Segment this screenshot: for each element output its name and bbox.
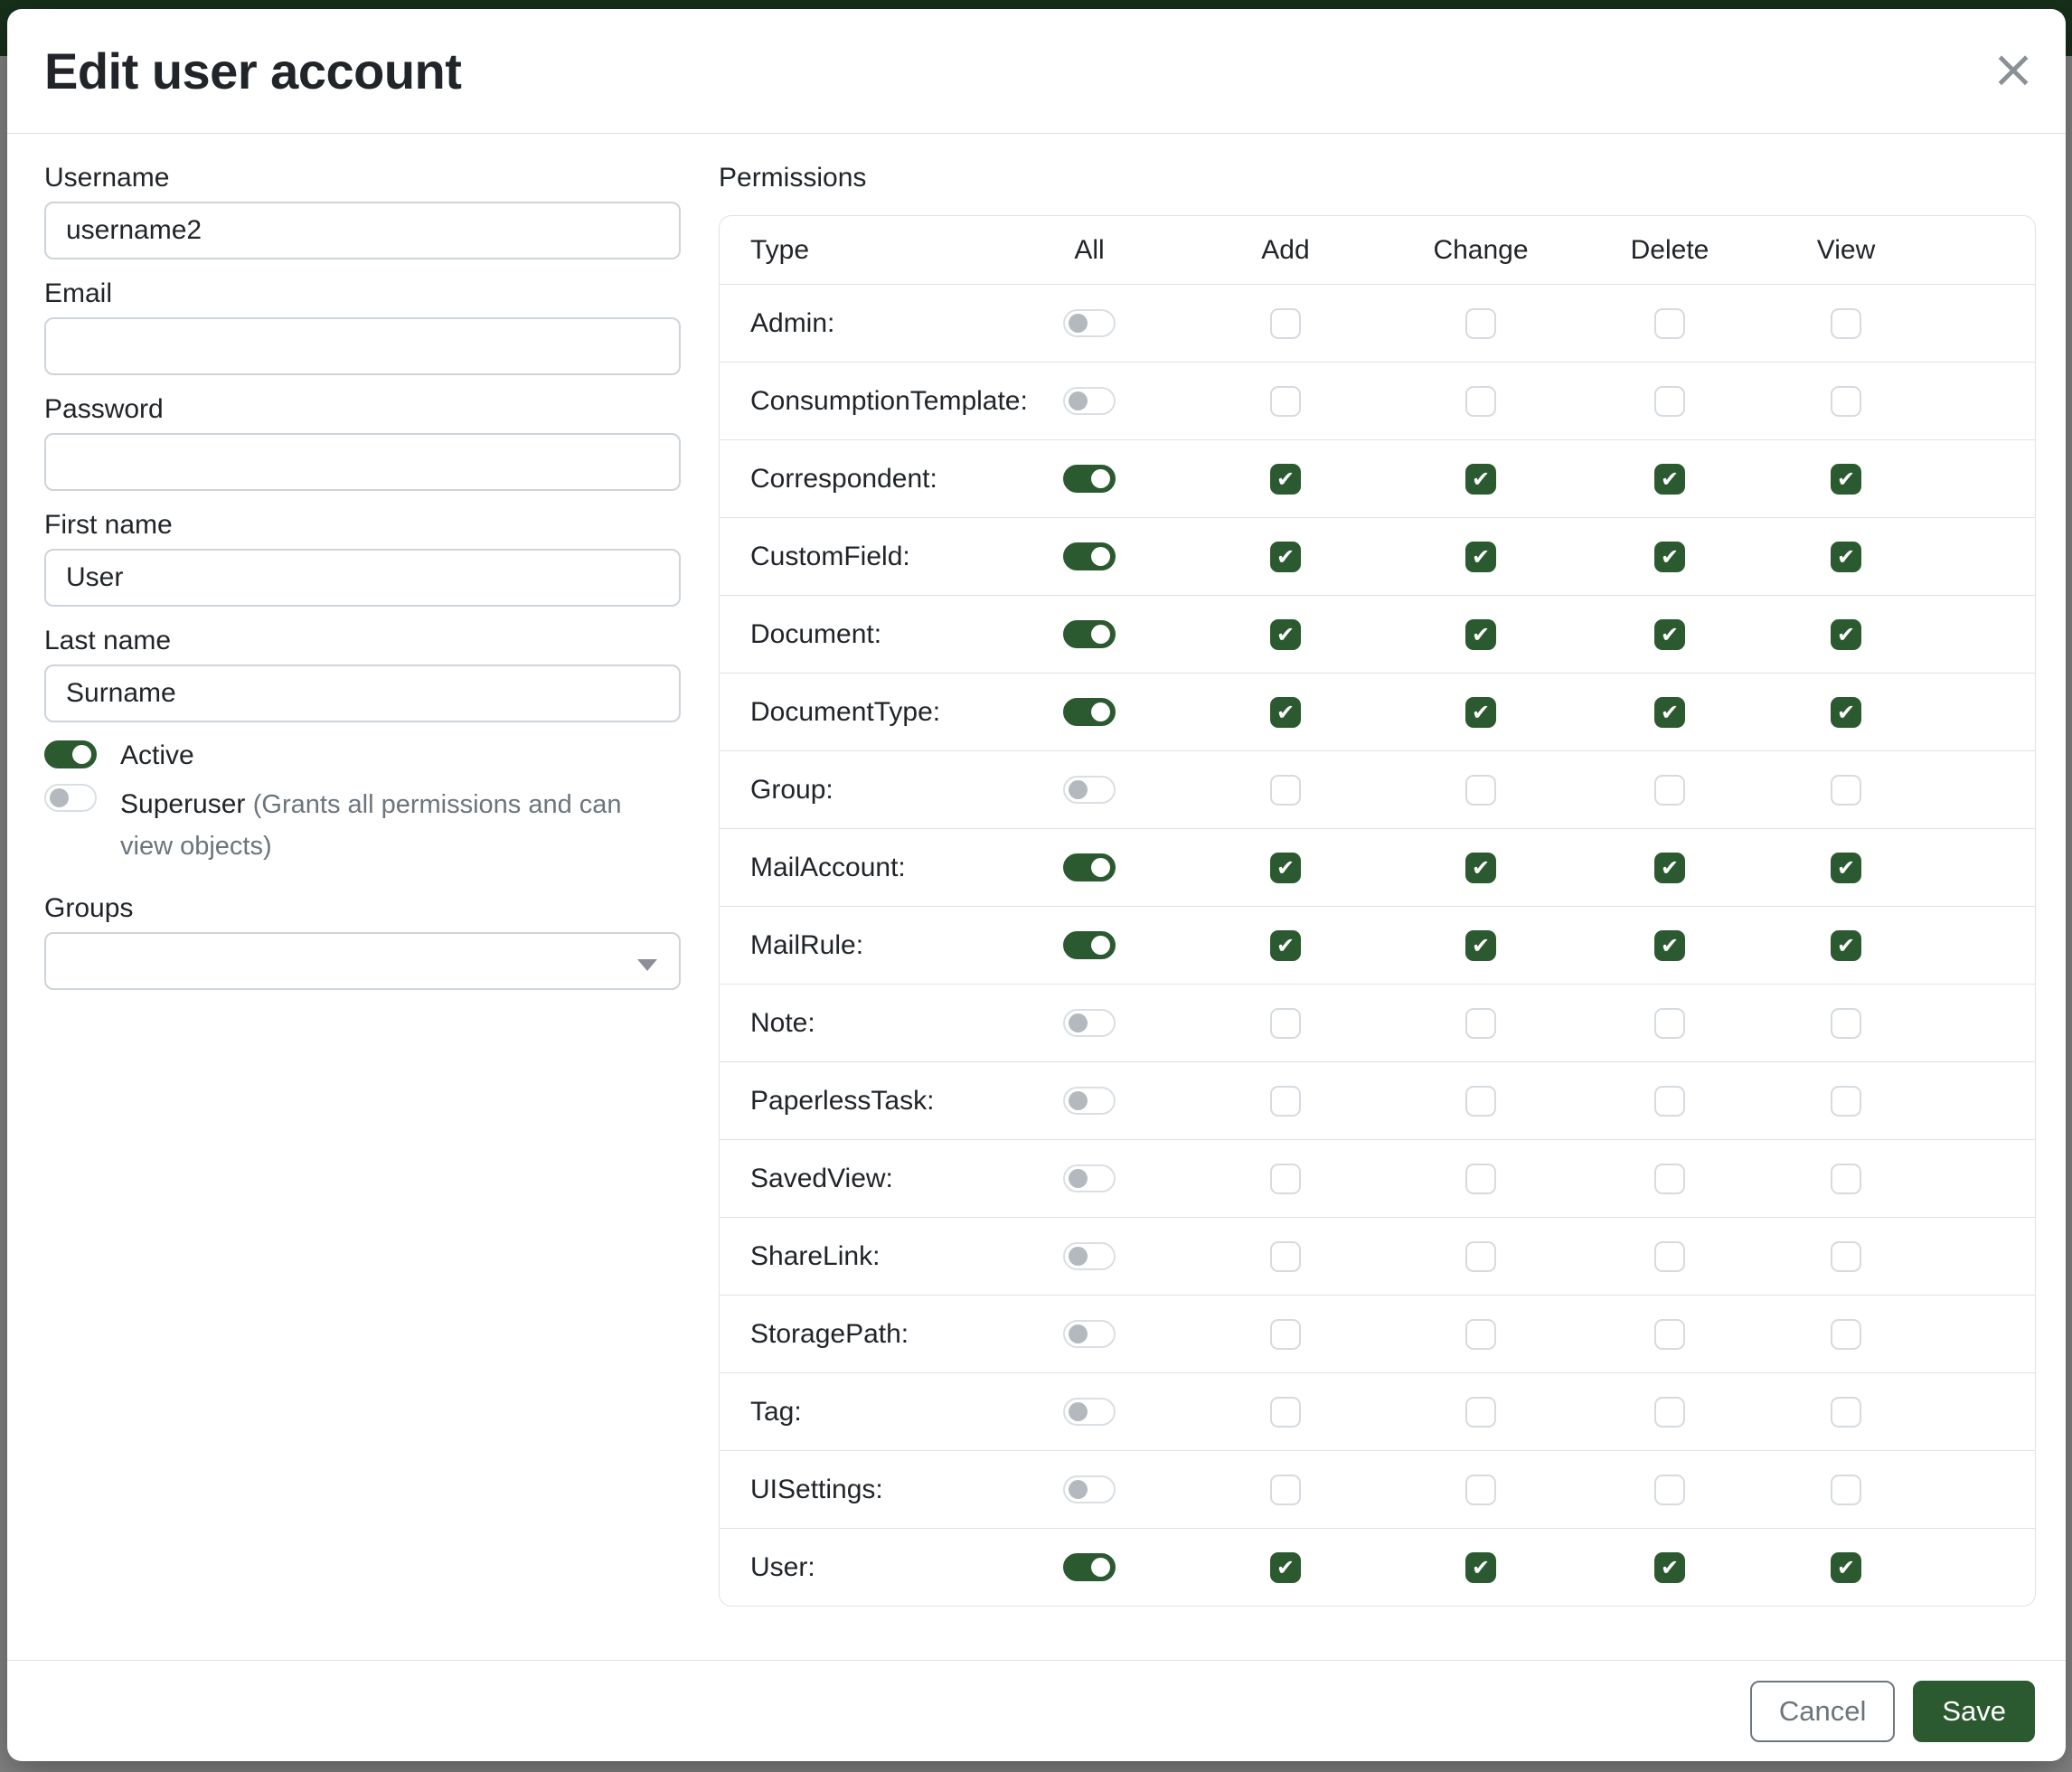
permission-row: [720, 1217, 2035, 1295]
permission-row: [720, 1372, 2035, 1450]
check-icon: [1661, 702, 1679, 723]
add-checkbox[interactable]: [1270, 853, 1301, 883]
check-icon: [1661, 546, 1679, 568]
all-toggle[interactable]: [1063, 620, 1116, 648]
column-header-type: Type: [750, 234, 810, 265]
active-toggle[interactable]: [44, 740, 97, 768]
check-icon: [1276, 702, 1295, 723]
permission-type-label: Document:: [750, 618, 882, 649]
groups-group: [44, 892, 681, 990]
view-checkbox[interactable]: [1831, 1241, 1861, 1272]
all-toggle[interactable]: [1063, 931, 1116, 959]
add-checkbox[interactable]: [1270, 930, 1301, 961]
delete-checkbox[interactable]: [1654, 1552, 1685, 1583]
delete-checkbox[interactable]: [1654, 542, 1685, 572]
change-checkbox[interactable]: [1465, 1552, 1496, 1583]
permission-type-label: ShareLink:: [750, 1240, 881, 1271]
view-checkbox[interactable]: [1831, 1008, 1861, 1039]
add-checkbox[interactable]: [1270, 1397, 1301, 1428]
view-checkbox[interactable]: [1831, 1319, 1861, 1350]
check-icon: [1276, 546, 1295, 568]
all-toggle[interactable]: [1063, 1164, 1116, 1192]
delete-checkbox[interactable]: [1654, 464, 1685, 495]
view-checkbox[interactable]: [1831, 1086, 1861, 1117]
delete-checkbox[interactable]: [1654, 1164, 1685, 1194]
delete-checkbox[interactable]: [1654, 308, 1685, 339]
permissions-label: Permissions: [719, 163, 867, 193]
check-icon: [1661, 857, 1679, 879]
permission-type-label: StoragePath:: [750, 1318, 909, 1349]
permission-type-label: MailRule:: [750, 929, 864, 960]
view-checkbox[interactable]: [1831, 464, 1861, 495]
superuser-row: [44, 784, 681, 867]
column-header-change: Change: [1433, 234, 1529, 265]
view-checkbox[interactable]: [1831, 542, 1861, 572]
superuser-toggle[interactable]: [44, 784, 97, 812]
check-icon: [1837, 1557, 1855, 1579]
permission-row: [720, 362, 2035, 439]
check-icon: [1472, 1557, 1490, 1579]
permission-type-label: ConsumptionTemplate:: [750, 385, 1028, 416]
all-toggle[interactable]: [1063, 542, 1116, 570]
permission-type-label: Group:: [750, 774, 834, 805]
view-checkbox[interactable]: [1831, 386, 1861, 417]
username-label: Username: [44, 163, 170, 193]
check-icon: [1276, 1557, 1295, 1579]
modal-body: [7, 134, 2066, 1660]
change-checkbox[interactable]: [1465, 386, 1496, 417]
check-icon: [1472, 624, 1490, 646]
edit-user-modal: [7, 9, 2066, 1761]
check-icon: [1472, 468, 1490, 490]
save-button[interactable]: Save: [1913, 1681, 2035, 1742]
add-checkbox[interactable]: [1270, 386, 1301, 417]
change-checkbox[interactable]: [1465, 853, 1496, 883]
check-icon: [1837, 702, 1855, 723]
modal-title: Edit user account: [44, 42, 462, 99]
superuser-hint: (Grants all permissions and can view objects): [120, 790, 622, 861]
permission-type-label: CustomField:: [750, 541, 910, 571]
view-checkbox[interactable]: [1831, 1552, 1861, 1583]
change-checkbox[interactable]: [1465, 697, 1496, 728]
permission-type-label: Admin:: [750, 307, 835, 338]
view-checkbox[interactable]: [1831, 619, 1861, 650]
permission-row: [720, 517, 2035, 595]
column-header-delete: Delete: [1630, 234, 1709, 265]
add-checkbox[interactable]: [1270, 1475, 1301, 1505]
check-icon: [1661, 624, 1679, 646]
password-input[interactable]: [44, 433, 681, 491]
change-checkbox[interactable]: [1465, 619, 1496, 650]
delete-checkbox[interactable]: [1654, 1319, 1685, 1350]
permission-type-label: PaperlessTask:: [750, 1085, 935, 1116]
add-checkbox[interactable]: [1270, 464, 1301, 495]
add-checkbox[interactable]: [1270, 1552, 1301, 1583]
add-checkbox[interactable]: [1270, 542, 1301, 572]
superuser-label: Superuser: [120, 789, 246, 819]
all-toggle[interactable]: [1063, 1398, 1116, 1426]
delete-checkbox[interactable]: [1654, 1475, 1685, 1505]
permissions-section: [719, 134, 2036, 1607]
change-checkbox[interactable]: [1465, 1241, 1496, 1272]
delete-checkbox[interactable]: [1654, 1086, 1685, 1117]
add-checkbox[interactable]: [1270, 1164, 1301, 1194]
change-checkbox[interactable]: [1465, 775, 1496, 806]
all-toggle[interactable]: [1063, 698, 1116, 726]
close-button[interactable]: [1984, 40, 2042, 98]
all-toggle[interactable]: [1063, 1475, 1116, 1503]
delete-checkbox[interactable]: [1654, 1241, 1685, 1272]
all-toggle[interactable]: [1063, 1087, 1116, 1115]
delete-checkbox[interactable]: [1654, 697, 1685, 728]
view-checkbox[interactable]: [1831, 853, 1861, 883]
check-icon: [1276, 857, 1295, 879]
permission-type-label: MailAccount:: [750, 852, 906, 882]
permission-row: [720, 673, 2035, 750]
all-toggle[interactable]: [1063, 1009, 1116, 1037]
email-group: [44, 278, 681, 375]
change-checkbox[interactable]: [1465, 1319, 1496, 1350]
change-checkbox[interactable]: [1465, 542, 1496, 572]
permission-type-label: Note:: [750, 1007, 815, 1038]
change-checkbox[interactable]: [1465, 1086, 1496, 1117]
permission-row: [720, 750, 2035, 828]
permission-type-label: Tag:: [750, 1396, 802, 1427]
permissions-rows: [720, 284, 2035, 1606]
add-checkbox[interactable]: [1270, 1086, 1301, 1117]
check-icon: [1837, 546, 1855, 568]
check-icon: [1276, 624, 1295, 646]
cancel-button[interactable]: Cancel: [1750, 1681, 1896, 1742]
permission-type-label: User:: [750, 1551, 815, 1582]
groups-select[interactable]: [44, 932, 681, 990]
permission-type-label: SavedView:: [750, 1163, 893, 1193]
last-name-group: [44, 625, 681, 722]
user-form: [44, 134, 681, 1008]
check-icon: [1472, 935, 1490, 957]
permission-row: [720, 284, 2035, 362]
delete-checkbox[interactable]: [1654, 775, 1685, 806]
delete-checkbox[interactable]: [1654, 386, 1685, 417]
check-icon: [1661, 935, 1679, 957]
all-toggle[interactable]: [1063, 309, 1116, 337]
permission-type-label: DocumentType:: [750, 696, 941, 727]
email-label: Email: [44, 278, 113, 308]
all-toggle[interactable]: [1063, 1320, 1116, 1348]
add-checkbox[interactable]: [1270, 308, 1301, 339]
all-toggle[interactable]: [1063, 1553, 1116, 1581]
permissions-header-row: [720, 216, 2035, 284]
modal-footer: [7, 1660, 2066, 1761]
last-name-input[interactable]: [44, 664, 681, 722]
permission-row: [720, 1061, 2035, 1139]
permissions-table: [719, 215, 2036, 1607]
permission-row: [720, 1528, 2035, 1606]
add-checkbox[interactable]: [1270, 775, 1301, 806]
view-checkbox[interactable]: [1831, 1164, 1861, 1194]
check-icon: [1661, 1557, 1679, 1579]
close-icon: ×: [1991, 38, 2036, 99]
last-name-label: Last name: [44, 626, 172, 655]
chevron-down-icon: [637, 959, 657, 971]
change-checkbox[interactable]: [1465, 930, 1496, 961]
permission-row: [720, 439, 2035, 517]
all-toggle[interactable]: [1063, 1242, 1116, 1270]
change-checkbox[interactable]: [1465, 464, 1496, 495]
delete-checkbox[interactable]: [1654, 619, 1685, 650]
email-input[interactable]: [44, 317, 681, 375]
change-checkbox[interactable]: [1465, 1475, 1496, 1505]
delete-checkbox[interactable]: [1654, 930, 1685, 961]
all-toggle[interactable]: [1063, 387, 1116, 415]
view-checkbox[interactable]: [1831, 308, 1861, 339]
modal-header: [7, 9, 2066, 134]
delete-checkbox[interactable]: [1654, 853, 1685, 883]
delete-checkbox[interactable]: [1654, 1397, 1685, 1428]
permission-row: [720, 1450, 2035, 1528]
permission-row: [720, 1139, 2035, 1217]
view-checkbox[interactable]: [1831, 930, 1861, 961]
all-toggle[interactable]: [1063, 853, 1116, 881]
delete-checkbox[interactable]: [1654, 1008, 1685, 1039]
view-checkbox[interactable]: [1831, 775, 1861, 806]
permission-type-label: Correspondent:: [750, 463, 937, 494]
all-toggle[interactable]: [1063, 465, 1116, 493]
active-row: [44, 740, 681, 771]
check-icon: [1472, 702, 1490, 723]
password-label: Password: [44, 394, 164, 424]
username-input[interactable]: [44, 202, 681, 259]
permission-row: [720, 595, 2035, 673]
view-checkbox[interactable]: [1831, 1397, 1861, 1428]
change-checkbox[interactable]: [1465, 1008, 1496, 1039]
first-name-label: First name: [44, 510, 173, 540]
add-checkbox[interactable]: [1270, 1241, 1301, 1272]
change-checkbox[interactable]: [1465, 308, 1496, 339]
permission-row: [720, 906, 2035, 984]
check-icon: [1837, 468, 1855, 490]
change-checkbox[interactable]: [1465, 1397, 1496, 1428]
check-icon: [1837, 935, 1855, 957]
all-toggle[interactable]: [1063, 776, 1116, 804]
groups-label: Groups: [44, 893, 134, 923]
add-checkbox[interactable]: [1270, 619, 1301, 650]
check-icon: [1837, 857, 1855, 879]
view-checkbox[interactable]: [1831, 697, 1861, 728]
view-checkbox[interactable]: [1831, 1475, 1861, 1505]
first-name-input[interactable]: [44, 549, 681, 607]
check-icon: [1276, 468, 1295, 490]
column-header-view: View: [1816, 234, 1876, 265]
add-checkbox[interactable]: [1270, 697, 1301, 728]
add-checkbox[interactable]: [1270, 1319, 1301, 1350]
column-header-all: All: [1074, 234, 1105, 265]
username-group: [44, 162, 681, 259]
check-icon: [1472, 857, 1490, 879]
check-icon: [1661, 468, 1679, 490]
change-checkbox[interactable]: [1465, 1164, 1496, 1194]
check-icon: [1472, 546, 1490, 568]
permission-row: [720, 984, 2035, 1061]
check-icon: [1276, 935, 1295, 957]
add-checkbox[interactable]: [1270, 1008, 1301, 1039]
permission-row: [720, 1295, 2035, 1372]
check-icon: [1837, 624, 1855, 646]
permission-type-label: UISettings:: [750, 1474, 883, 1504]
password-group: [44, 393, 681, 491]
permission-row: [720, 828, 2035, 906]
active-label: Active: [120, 740, 194, 770]
first-name-group: [44, 509, 681, 607]
column-header-add: Add: [1261, 234, 1310, 265]
